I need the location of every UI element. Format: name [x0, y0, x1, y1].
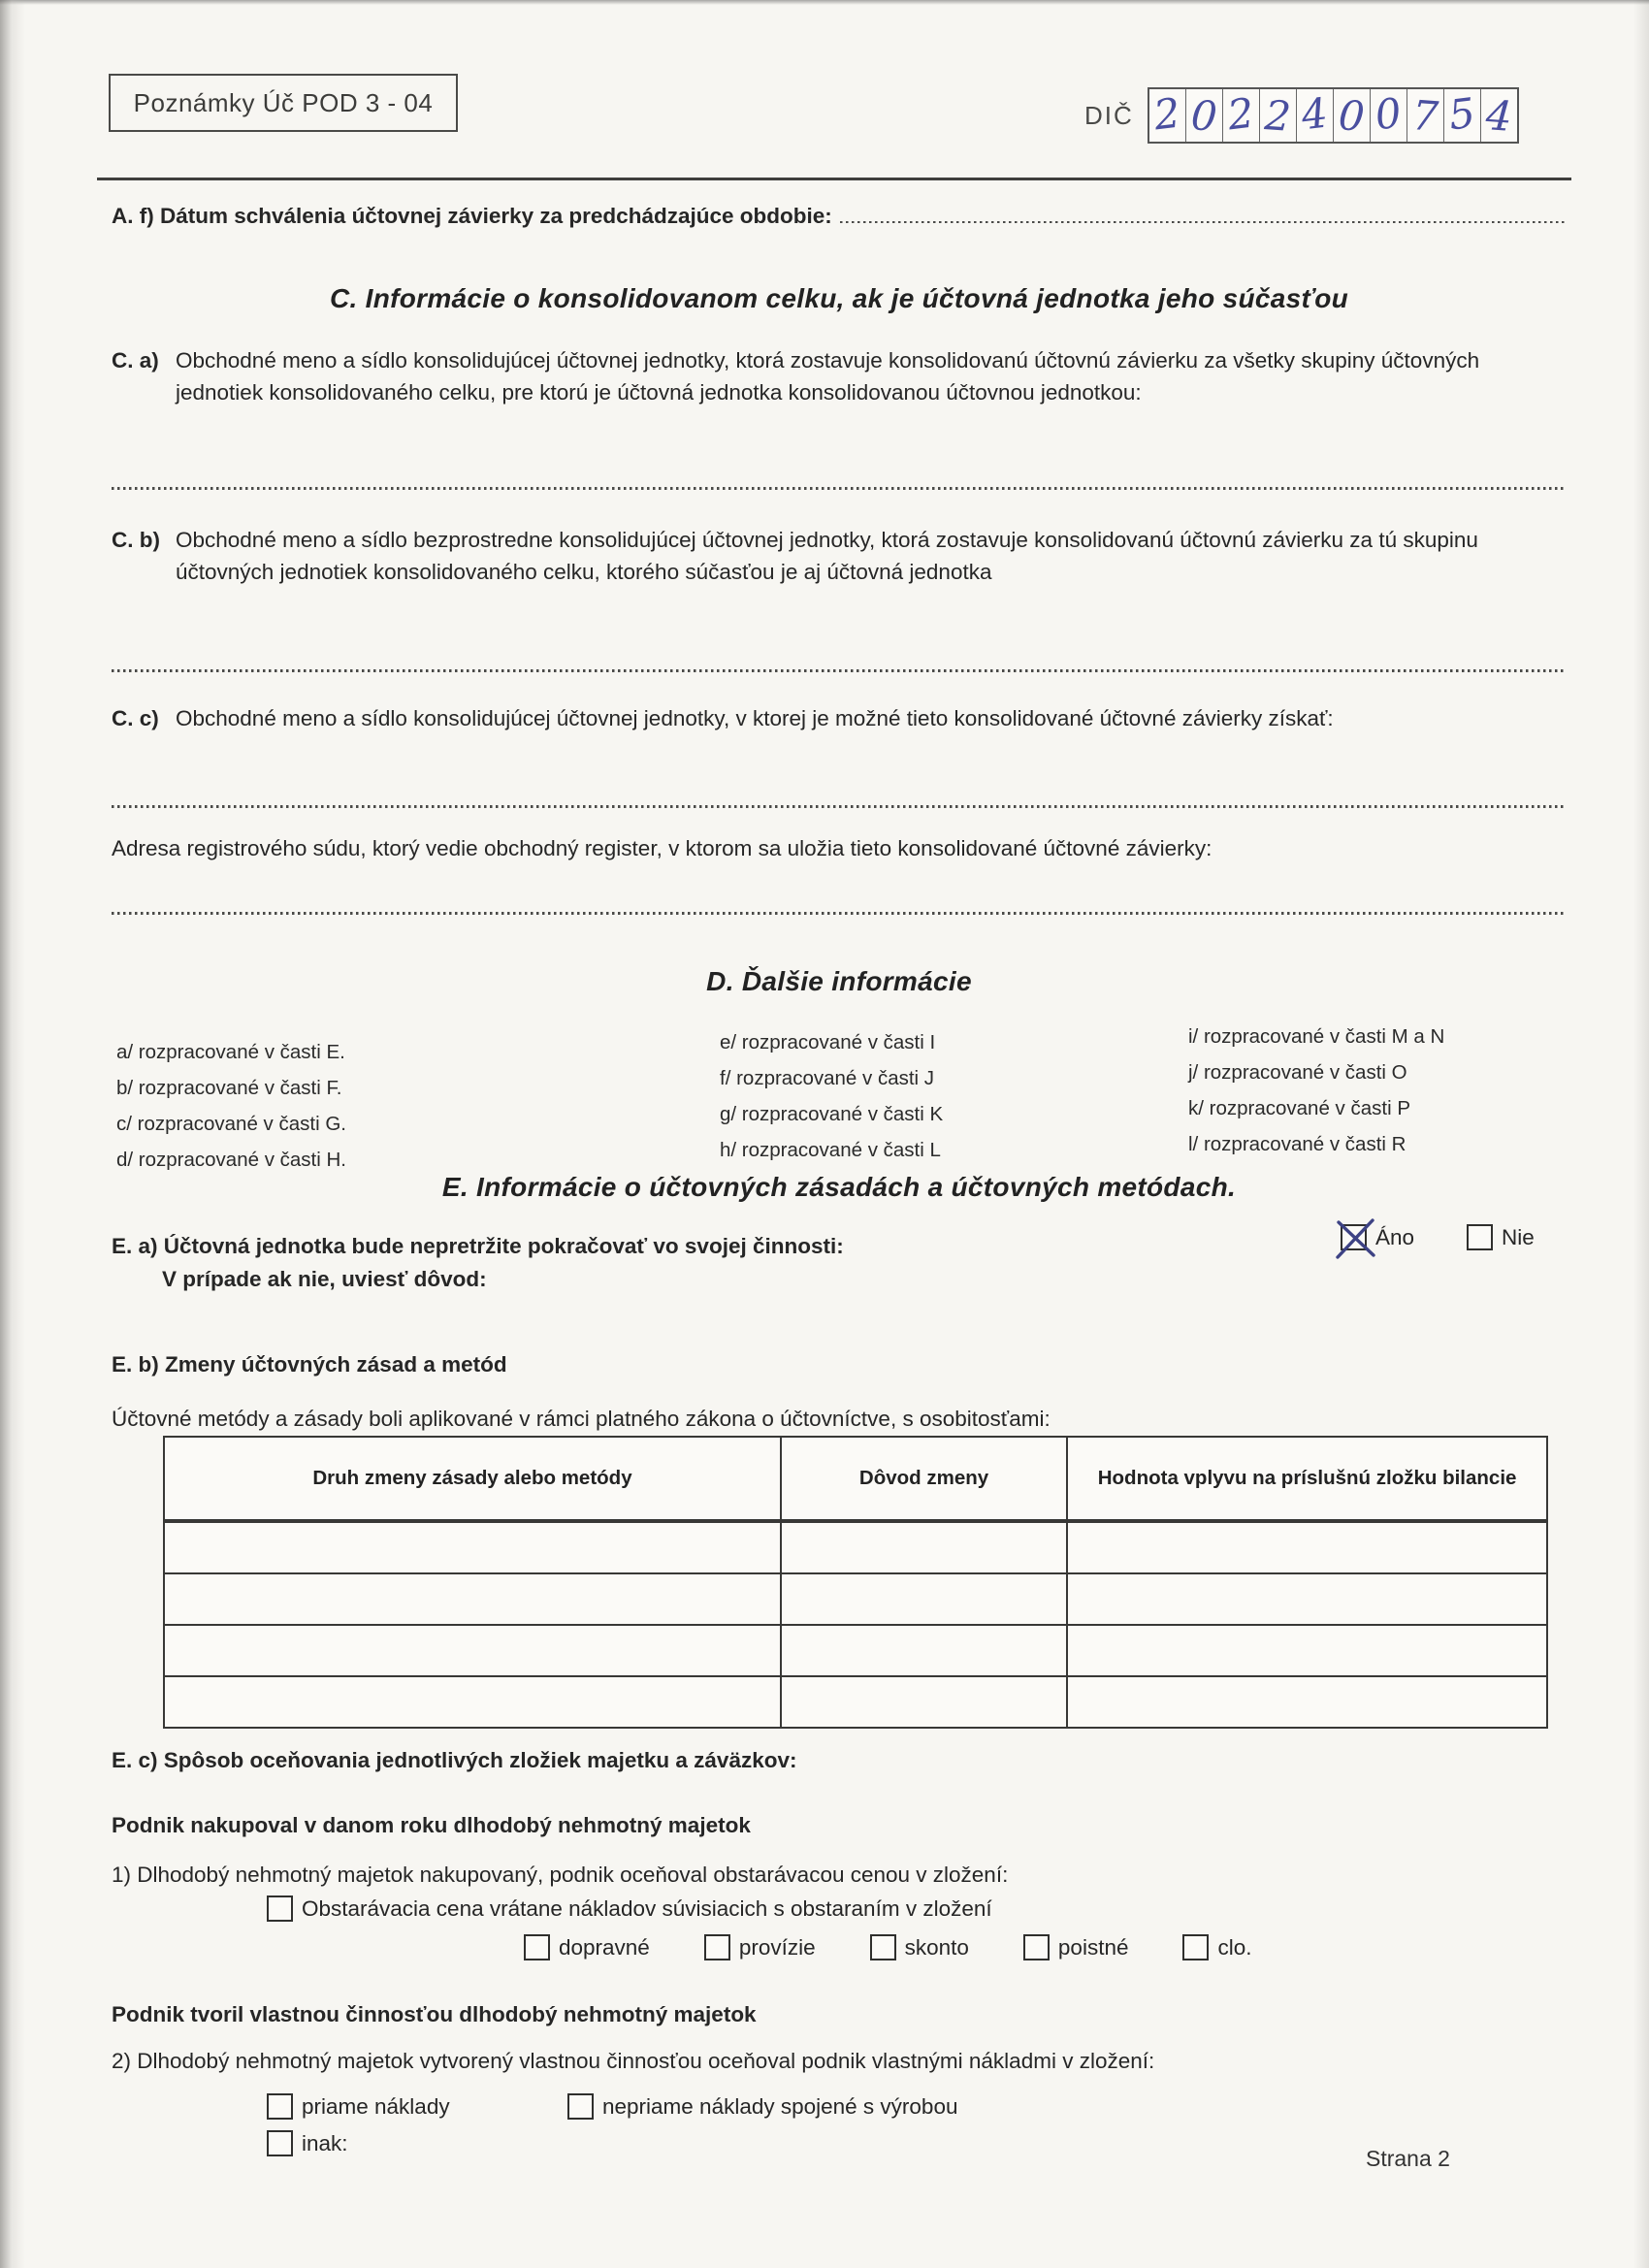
- ano-checkbox-box: [1341, 1224, 1367, 1250]
- clo-label: clo.: [1217, 1934, 1252, 1960]
- nepriame-naklady-checkbox[interactable]: [567, 2093, 594, 2120]
- d-item: g/ rozpracované v časti K: [720, 1103, 944, 1125]
- table-body: [164, 1521, 1547, 1728]
- section-a-f-label: A. f) Dátum schválenia účtovnej závierky za predchádzajúce obdobie:: [112, 204, 832, 228]
- dopravne-label: dopravné: [559, 1934, 650, 1960]
- poistne-label: poistné: [1057, 1934, 1129, 1960]
- dic-digit: 2: [1224, 88, 1257, 140]
- table-header-dovod-zmeny: Dôvod zmeny: [781, 1437, 1067, 1521]
- section-d-column-3: [1188, 1019, 1444, 1162]
- poistne-option: [1023, 1934, 1129, 1960]
- dic-digit: 7: [1410, 91, 1440, 141]
- form-id-box: [109, 74, 458, 132]
- table-row: [164, 1521, 1547, 1573]
- d-item: a/ rozpracované v časti E.: [116, 1041, 345, 1063]
- dic-digit: 2: [1263, 91, 1293, 141]
- table-header-hodnota-vplyvu: Hodnota vplyvu na príslušnú zložku bilancie: [1067, 1437, 1547, 1521]
- d-item: i/ rozpracované v časti M a N: [1188, 1025, 1445, 1048]
- priame-naklady-checkbox[interactable]: [267, 2093, 293, 2120]
- dic-digit-cell[interactable]: [1260, 89, 1297, 142]
- dic-digit-cell[interactable]: [1334, 89, 1371, 142]
- section-e-b-intro: Účtovné metódy a zásady boli aplikované v rámci platného zákona o účtovníctve, s osobitosťami:: [112, 1407, 1051, 1431]
- section-e-a-note: V prípade ak nie, uviesť dôvod:: [162, 1267, 487, 1291]
- section-c-b-label: C. b): [112, 528, 160, 552]
- poistne-checkbox[interactable]: [1023, 1934, 1050, 1960]
- sub1-checkbox1-option: [267, 1895, 992, 1922]
- table-cell[interactable]: [781, 1521, 1067, 1573]
- nie-option: [1467, 1224, 1535, 1250]
- dic-digit: 2: [1150, 88, 1183, 140]
- section-d-column-2: [720, 1024, 943, 1168]
- table-row: [164, 1625, 1547, 1676]
- dic-digit-cell[interactable]: [1297, 89, 1334, 142]
- dic-digit-cell[interactable]: [1186, 89, 1223, 142]
- table-row: [164, 1573, 1547, 1625]
- dic-cells: [1148, 87, 1519, 144]
- priame-naklady-label: priame náklady: [302, 2093, 450, 2119]
- section-a-f-line: [112, 200, 1567, 232]
- section-c-b-text: Obchodné meno a sídlo bezprostredne konsolidujúcej účtovnej jednotky, ktorá zostavuje konsolidovanú účtovnú závierku za tú skupinu účtovných jednotiek konsolidovaného celku, ktorého súčasťou je aj účtovná jednotka: [176, 528, 1478, 584]
- table-header-row: [164, 1437, 1547, 1521]
- registry-court-address-text: Adresa registrového súdu, ktorý vedie obchodný register, v ktorom sa uložia tieto konsolidované účtovné závierky:: [112, 836, 1212, 860]
- obstaravacia-cena-label: Obstarávacia cena vrátane nákladov súvisiacich s obstaraním v zložení: [302, 1895, 992, 1921]
- section-d-column-1: [116, 1034, 346, 1178]
- dic-digit: 5: [1445, 88, 1478, 140]
- section-c-a-text: Obchodné meno a sídlo konsolidujúcej účtovnej jednotky, ktorá zostavuje konsolidovanú účtovnú závierku za všetky skupiny účtovných jednotiek konsolidovaného celku, pre ktorú je účtovná jednotka konsolidovanou účtovnou jednotkou:: [176, 348, 1480, 405]
- table-cell[interactable]: [1067, 1625, 1547, 1676]
- nie-label: Nie: [1502, 1224, 1535, 1249]
- dopravne-checkbox[interactable]: [524, 1934, 550, 1960]
- sub1-heading: Podnik nakupoval v danom roku dlhodobý nehmotný majetok: [112, 1813, 751, 1837]
- dic-digit: 0: [1372, 88, 1405, 140]
- dic-digit: 4: [1484, 91, 1514, 141]
- table-cell[interactable]: [781, 1676, 1067, 1728]
- priame-naklady-option: [267, 2093, 450, 2120]
- obstaravacia-cena-checkbox[interactable]: [267, 1895, 293, 1922]
- section-c-a-label: C. a): [112, 348, 159, 373]
- section-e-c-title: E. c) Spôsob oceňovania jednotlivých zložiek majetku a záväzkov:: [112, 1748, 797, 1772]
- dic-digit: 0: [1337, 91, 1367, 141]
- table-cell[interactable]: [164, 1521, 781, 1573]
- dic-digit-cell[interactable]: [1371, 89, 1407, 142]
- section-c-title: C. Informácie o konsolidovanom celku, ak je účtovná jednotka jeho súčasťou: [329, 283, 1349, 313]
- ano-option: [1341, 1224, 1414, 1250]
- table-row: [164, 1676, 1547, 1728]
- section-d-title: D. Ďalšie informácie: [706, 966, 972, 996]
- sub1-line1: 1) Dlhodobý nehmotný majetok nakupovaný, podnik oceňoval obstarávacou cenou v zložení:: [112, 1863, 1009, 1887]
- sub2-heading: Podnik tvoril vlastnou činnosťou dlhodobý nehmotný majetok: [112, 2002, 757, 2026]
- d-item: b/ rozpracované v časti F.: [116, 1077, 342, 1099]
- table-cell[interactable]: [1067, 1573, 1547, 1625]
- skonto-option: [870, 1934, 969, 1960]
- ano-checkbox[interactable]: [1341, 1224, 1367, 1250]
- d-item: d/ rozpracované v časti H.: [116, 1149, 346, 1171]
- dic-digit: 4: [1298, 88, 1331, 140]
- fill-line-address[interactable]: [112, 912, 1567, 915]
- dic-digit-cell[interactable]: [1407, 89, 1444, 142]
- table-cell[interactable]: [164, 1625, 781, 1676]
- nie-checkbox[interactable]: [1467, 1224, 1493, 1250]
- provizie-option: [704, 1934, 816, 1960]
- section-c-c-paragraph: [112, 702, 1571, 734]
- d-item: k/ rozpracované v časti P: [1188, 1097, 1411, 1119]
- d-item: l/ rozpracované v časti R: [1188, 1133, 1406, 1155]
- dic-digit-cell[interactable]: [1444, 89, 1481, 142]
- dic-digit-cell[interactable]: [1223, 89, 1260, 142]
- skonto-checkbox[interactable]: [870, 1934, 896, 1960]
- d-item: h/ rozpracované v časti L: [720, 1139, 941, 1161]
- inak-label: inak:: [302, 2130, 348, 2155]
- d-item: f/ rozpracované v časti J: [720, 1067, 935, 1089]
- clo-option: [1182, 1934, 1251, 1960]
- page-number: Strana 2: [1366, 2146, 1450, 2171]
- table-header-druh-zmeny: Druh zmeny zásady alebo metódy: [164, 1437, 781, 1521]
- section-c-a-paragraph: [112, 344, 1571, 408]
- dic-digit-cell[interactable]: [1149, 89, 1186, 142]
- header-divider: [97, 178, 1571, 180]
- sub2-line1: 2) Dlhodobý nehmotný majetok vytvorený vlastnou činnosťou oceňoval podnik vlastnými nákladmi v zložení:: [112, 2049, 1155, 2073]
- provizie-checkbox[interactable]: [704, 1934, 730, 1960]
- d-item: j/ rozpracované v časti O: [1188, 1061, 1407, 1084]
- d-item: e/ rozpracované v časti I: [720, 1031, 936, 1053]
- d-item: c/ rozpracované v časti G.: [116, 1113, 346, 1135]
- provizie-label: provízie: [738, 1934, 816, 1960]
- fill-line-c-b[interactable]: [112, 669, 1567, 672]
- dic-field: [1084, 87, 1519, 144]
- clo-checkbox[interactable]: [1182, 1934, 1209, 1960]
- dic-label: DIČ: [1084, 100, 1134, 130]
- table-cell[interactable]: [1067, 1521, 1547, 1573]
- nepriame-naklady-option: [567, 2093, 957, 2120]
- table-cell[interactable]: [164, 1573, 781, 1625]
- section-e-a-text: E. a) Účtovná jednotka bude nepretržite pokračovať vo svojej činnosti:: [112, 1234, 844, 1258]
- sub1-options-row: [524, 1934, 1252, 1960]
- dic-digit-cell[interactable]: [1481, 89, 1517, 142]
- ano-label: Áno: [1375, 1224, 1415, 1249]
- table-cell[interactable]: [1067, 1676, 1547, 1728]
- section-e-title: E. Informácie o účtovných zásadách a účtovných metódach.: [441, 1172, 1237, 1202]
- section-e-b-title: E. b) Zmeny účtovných zásad a metód: [112, 1352, 507, 1377]
- section-c-c-label: C. c): [112, 706, 159, 730]
- fill-line-c-c[interactable]: [112, 805, 1567, 808]
- changes-table: [163, 1436, 1548, 1729]
- fill-line-c-a[interactable]: [112, 487, 1567, 490]
- table-cell[interactable]: [164, 1676, 781, 1728]
- date-fill-line[interactable]: [840, 202, 1567, 223]
- section-c-b-paragraph: [112, 524, 1571, 588]
- form-id-text: Poznámky Úč POD 3 - 04: [133, 87, 434, 117]
- skonto-label: skonto: [904, 1934, 969, 1960]
- table-cell[interactable]: [781, 1625, 1067, 1676]
- dopravne-option: [524, 1934, 650, 1960]
- inak-option: [267, 2130, 348, 2156]
- nepriame-naklady-label: nepriame náklady spojené s výrobou: [602, 2093, 958, 2119]
- dic-digit: 0: [1189, 91, 1219, 141]
- inak-checkbox[interactable]: [267, 2130, 293, 2156]
- table-cell[interactable]: [781, 1573, 1067, 1625]
- section-c-c-text: Obchodné meno a sídlo konsolidujúcej účtovnej jednotky, v ktorej je možné tieto konsolidované účtovné závierky získať:: [176, 706, 1334, 730]
